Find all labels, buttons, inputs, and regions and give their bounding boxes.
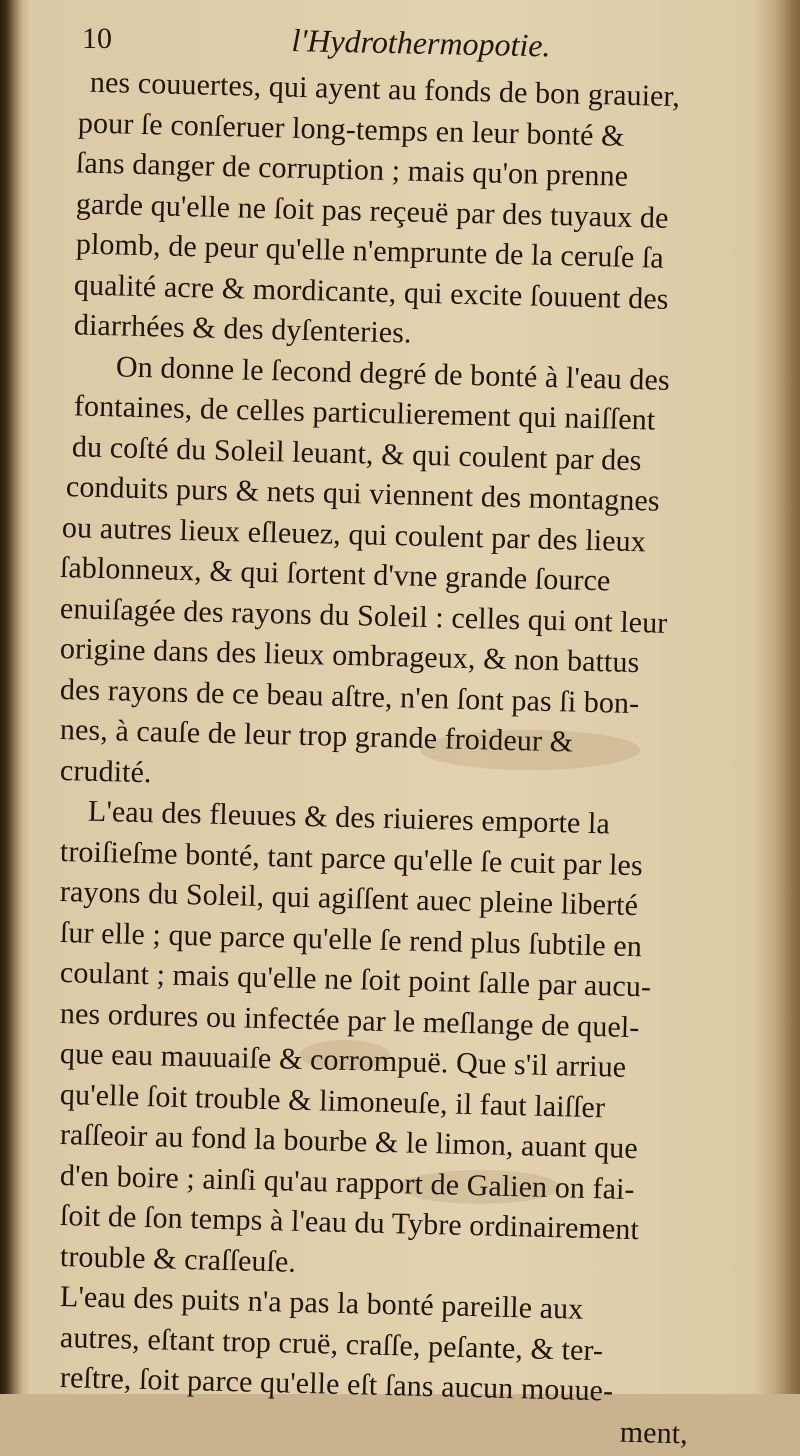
page-number: 10 <box>82 22 112 55</box>
text-line: que eau mauuaiſe & corrompuë. Que s'il arriue <box>59 1037 627 1084</box>
text-line: du coſté du Soleil leuant, & qui coulent par des <box>71 429 642 477</box>
paragraph-start-line: L'eau des puits n'a pas la bonté pareille aux <box>59 1280 584 1326</box>
text-line: plomb, de peur qu'elle n'emprunte de la ceruſe ſa <box>75 227 665 275</box>
text-line: fontaines, de celles particulierement qui naiſſent <box>73 389 656 437</box>
text-line: trouble & craſſeuſe. <box>59 1239 297 1279</box>
text-line: coulant ; mais qu'elle ne ſoit point ſalle par aucu- <box>59 956 652 1004</box>
text-line: autres, eſtant trop cruë, craſſe, peſante, & ter- <box>59 1320 604 1367</box>
text-line: qu'elle ſoit trouble & limoneuſe, il faut laiſſer <box>59 1077 606 1124</box>
page-right-edge <box>774 0 800 1394</box>
running-title: l'Hydrothermopotie. <box>291 22 551 64</box>
text-line: nes ordures ou infectée par le meſlange de quel- <box>59 996 640 1044</box>
body-text <box>59 62 760 1450</box>
text-line: ſans danger de corruption ; mais qu'on prenne <box>75 146 629 193</box>
text-line: reſtre, ſoit parce qu'elle eſt ſans aucun mouue- <box>59 1361 614 1408</box>
text-line: rayons du Soleil, qui agiſſent auec pleine liberté <box>59 875 639 923</box>
text-line: diarrhées & des dyſenteries. <box>73 308 413 350</box>
text-line: garde qu'elle ne ſoit pas reçeuë par des tuyaux de <box>75 186 669 235</box>
text-line: ſoit de ſon temps à l'eau du Tybre ordinairement <box>59 1199 640 1247</box>
paragraph-start-line: On donne le ſecond degré de bonté à l'eau des <box>115 349 671 397</box>
text-line: nes, à cauſe de leur trop grande froideur & <box>59 713 574 759</box>
text-line: crudité. <box>59 753 152 789</box>
text-line: pour ſe conſeruer long-temps en leur bonté & <box>77 105 625 153</box>
text-line: origine dans des lieux ombrageux, & non battus <box>59 632 640 680</box>
text-line: ou autres lieux eſleuez, qui coulent par des lieux <box>61 510 647 558</box>
text-line: raſſeoir au fond la bourbe & le limon, auant que <box>59 1118 639 1166</box>
text-line: d'en boire ; ainſi qu'au rapport de Galien on fai- <box>59 1158 636 1206</box>
catchword: ment, <box>619 1415 689 1450</box>
text-line: nes couuertes, qui ayent au fonds de bon grauier, <box>89 65 681 114</box>
paragraph-start-line: L'eau des fleuues & des riuieres emporte la <box>87 794 611 841</box>
text-line: conduits purs & nets qui viennent des montagnes <box>65 470 661 518</box>
page-gutter-shadow <box>0 0 22 1394</box>
page-header <box>82 22 760 62</box>
text-line: des rayons de ce beau aſtre, n'en ſont pas ſi bon- <box>59 672 640 720</box>
text-line: ſablonneux, & qui ſortent d'vne grande ſource <box>59 551 611 598</box>
text-line: ſur elle ; que parce qu'elle ſe rend plus ſubtile en <box>59 915 643 963</box>
text-line: troiſieſme bonté, tant parce qu'elle ſe cuit par les <box>59 834 644 882</box>
text-line: qualité acre & mordicante, qui excite ſouuent des <box>73 267 669 316</box>
text-line: enuiſagée des rayons du Soleil : celles qui ont leur <box>59 591 668 640</box>
